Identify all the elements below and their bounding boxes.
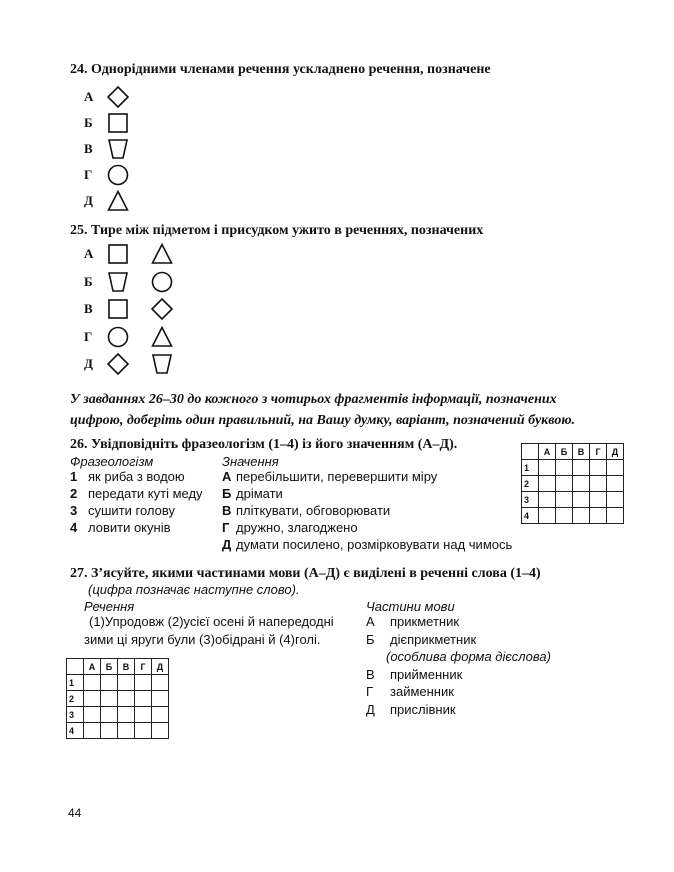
answer-cell[interactable] <box>607 460 624 476</box>
grid-column-header: Б <box>101 659 118 675</box>
part-of-speech-item: В прийменник <box>366 666 463 682</box>
answer-cell[interactable] <box>101 675 118 691</box>
sentence-header: Речення <box>84 599 135 614</box>
trapezoid-icon <box>107 138 129 160</box>
meaning-header: Значення <box>222 454 279 469</box>
answer-cell[interactable] <box>118 675 135 691</box>
option-letter: А <box>84 89 94 104</box>
diamond-icon <box>151 298 173 320</box>
circle-icon <box>107 164 129 186</box>
triangle-icon <box>151 326 173 348</box>
answer-cell[interactable] <box>84 723 101 739</box>
grid-row-header: 1 <box>67 675 84 691</box>
page-number: 44 <box>68 806 82 820</box>
answer-cell[interactable] <box>118 707 135 723</box>
answer-cell[interactable] <box>135 723 152 739</box>
phraseologism-item: 1 як риба з водою <box>70 469 185 484</box>
answer-cell[interactable] <box>607 476 624 492</box>
sentence-line-1: (1)Упродовж (2)усієї осені й напередодні <box>89 614 334 629</box>
option-letter: Б <box>84 115 93 130</box>
option-letter: Б <box>84 273 93 289</box>
grid-row-header: 3 <box>67 707 84 723</box>
option-letter: В <box>84 301 93 316</box>
answer-cell[interactable] <box>135 691 152 707</box>
grid-column-header: А <box>539 444 556 460</box>
question-26-title: 26. Увідповідніть фразеологізм (1–4) із його значенням (А–Д). <box>70 437 458 452</box>
meaning-item: В пліткувати, обговорювати <box>222 503 391 518</box>
answer-cell[interactable] <box>118 723 135 739</box>
grid-column-header: В <box>118 659 135 675</box>
answer-cell[interactable] <box>152 707 169 723</box>
option-letter: Д <box>84 356 93 371</box>
grid-column-header: В <box>573 444 590 460</box>
grid-row-header: 2 <box>522 476 539 492</box>
answer-cell[interactable] <box>539 492 556 508</box>
option-letter: Г <box>84 167 93 182</box>
diamond-icon <box>107 353 129 375</box>
square-icon <box>107 112 129 134</box>
answer-cell[interactable] <box>152 723 169 739</box>
meaning-item: Б дрімати <box>222 486 283 501</box>
question-27-title: 27. З’ясуйте, якими частинами мови (А–Д) є виділені в реченні слова (1–4) <box>70 566 541 581</box>
answer-cell[interactable] <box>590 492 607 508</box>
part-of-speech-item: Д прислівник <box>366 701 456 717</box>
part-of-speech-item: А прикметник <box>366 614 460 629</box>
phraseologism-header: Фразеологізм <box>70 454 154 469</box>
grid-row-header: 3 <box>522 492 539 508</box>
grid-row-header: 4 <box>522 508 539 524</box>
square-icon <box>107 298 129 320</box>
meaning-item: Д думати посилено, розмірковувати над чимось <box>222 537 513 552</box>
meaning-item: Г дружно, злагоджено <box>222 520 358 535</box>
question-27-note: (цифра позначає наступне слово). <box>88 582 300 597</box>
answer-cell[interactable] <box>135 707 152 723</box>
answer-cell[interactable] <box>556 508 573 524</box>
part-of-speech-item: Б дієприкметник <box>366 631 477 647</box>
option-letter: А <box>84 246 94 261</box>
phraseologism-item: 3 сушити голову <box>70 503 176 518</box>
grid-row-header: 4 <box>67 723 84 739</box>
question-25-title: 25. Тире між підметом і присудком ужито в реченнях, позначених <box>70 223 484 238</box>
answer-cell[interactable] <box>556 476 573 492</box>
triangle-icon <box>151 243 173 265</box>
answer-cell[interactable] <box>539 460 556 476</box>
answer-cell[interactable] <box>539 476 556 492</box>
trapezoid-icon <box>107 271 129 293</box>
grid-corner-cell <box>67 659 84 675</box>
answer-cell[interactable] <box>573 492 590 508</box>
square-icon <box>107 243 129 265</box>
answer-cell[interactable] <box>152 691 169 707</box>
option-letter: В <box>84 141 93 156</box>
answer-cell[interactable] <box>607 508 624 524</box>
triangle-icon <box>107 190 129 212</box>
answer-cell[interactable] <box>573 476 590 492</box>
sentence-line-2: зими ці яруги були (3)обідрані й (4)голі. <box>84 632 321 647</box>
instruction-line-2: цифрою, доберіть один правильний, на Вашу думку, варіант, позначений буквою. <box>70 413 576 428</box>
answer-cell[interactable] <box>101 691 118 707</box>
grid-column-header: Г <box>135 659 152 675</box>
answer-cell[interactable] <box>556 460 573 476</box>
phraseologism-item: 4 ловити окунів <box>70 520 171 535</box>
answer-cell[interactable] <box>573 508 590 524</box>
answer-cell[interactable] <box>152 675 169 691</box>
trapezoid-icon <box>151 353 173 375</box>
circle-icon <box>107 326 129 348</box>
grid-row-header: 1 <box>522 460 539 476</box>
grid-column-header: Б <box>556 444 573 460</box>
grid-column-header: Д <box>152 659 169 675</box>
answer-cell[interactable] <box>590 460 607 476</box>
grid-column-header: Д <box>607 444 624 460</box>
circle-icon <box>151 271 173 293</box>
answer-cell[interactable] <box>101 707 118 723</box>
answer-grid-27 <box>66 658 169 739</box>
grid-column-header: А <box>84 659 101 675</box>
grid-row-header: 2 <box>67 691 84 707</box>
answer-cell[interactable] <box>607 492 624 508</box>
answer-cell[interactable] <box>84 675 101 691</box>
answer-grid-26 <box>521 443 624 524</box>
answer-cell[interactable] <box>590 508 607 524</box>
question-24-title: 24. Однорідними членами речення ускладнено речення, позначене <box>70 62 491 77</box>
answer-cell[interactable] <box>101 723 118 739</box>
parts-of-speech-header: Частини мови <box>366 599 455 614</box>
answer-cell[interactable] <box>539 508 556 524</box>
grid-corner-cell <box>522 444 539 460</box>
part-of-speech-item: (особлива форма дієслова) <box>386 649 551 664</box>
part-of-speech-item: Г займенник <box>366 684 454 699</box>
grid-column-header: Г <box>590 444 607 460</box>
answer-cell[interactable] <box>590 476 607 492</box>
answer-cell[interactable] <box>573 460 590 476</box>
answer-cell[interactable] <box>135 675 152 691</box>
option-letter: Г <box>84 328 93 344</box>
option-letter: Д <box>84 193 93 208</box>
answer-cell[interactable] <box>84 691 101 707</box>
meaning-item: А перебільшити, перевершити міру <box>222 469 438 484</box>
instruction-text <box>70 389 575 431</box>
answer-cell[interactable] <box>556 492 573 508</box>
phraseologism-item: 2 передати куті меду <box>70 486 203 501</box>
diamond-icon <box>107 86 129 108</box>
instruction-line-1: У завданнях 26–30 до кожного з чотирьох фрагментів інформації, позначених <box>70 392 557 407</box>
answer-cell[interactable] <box>118 691 135 707</box>
answer-cell[interactable] <box>84 707 101 723</box>
